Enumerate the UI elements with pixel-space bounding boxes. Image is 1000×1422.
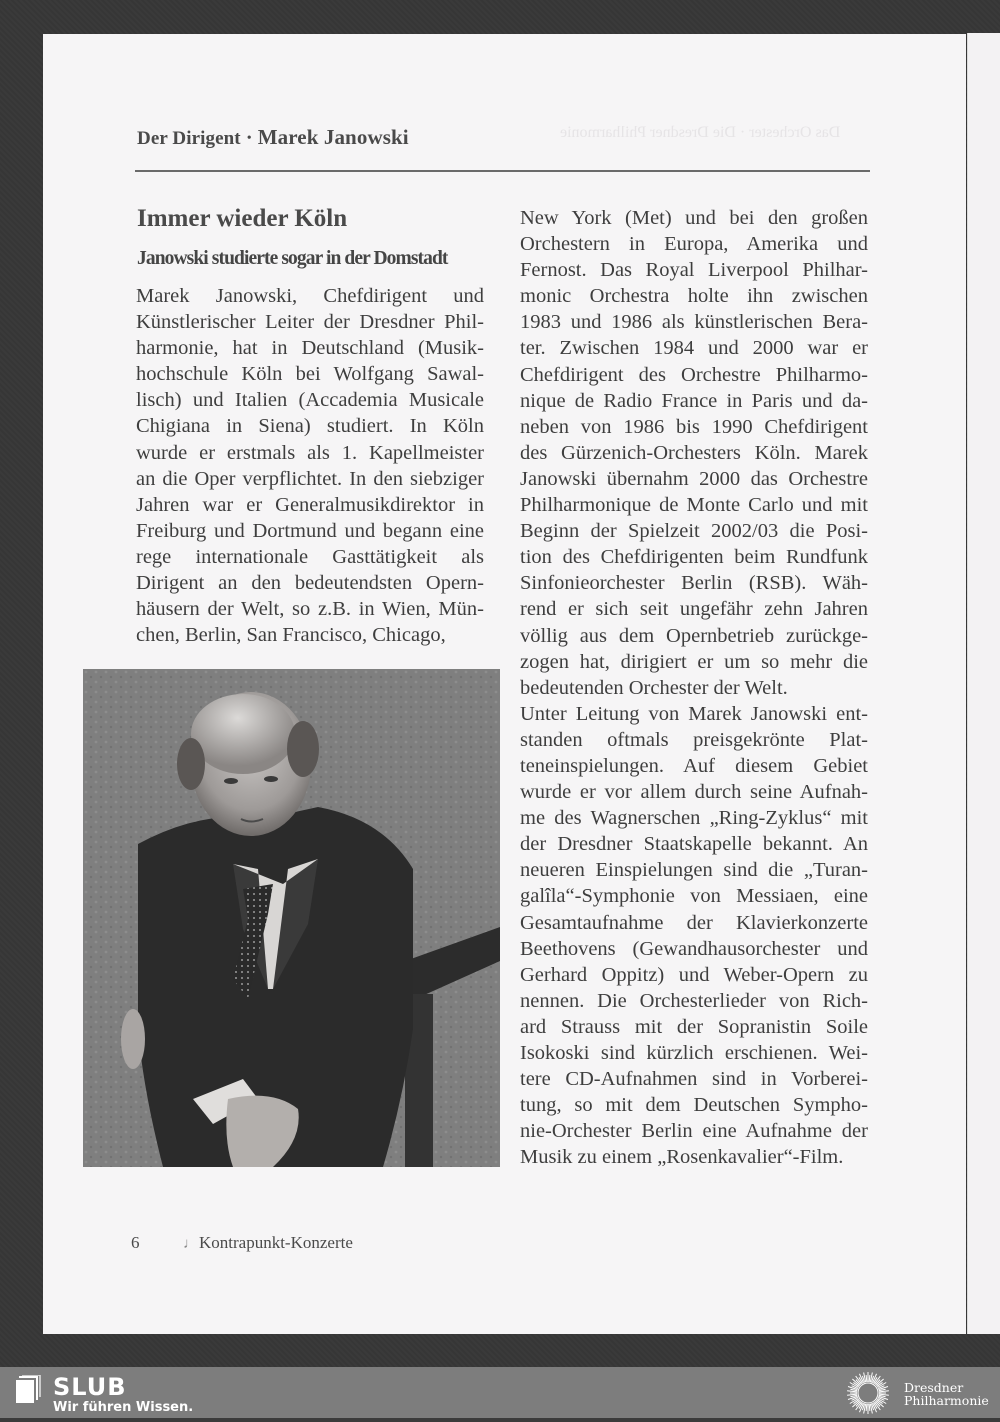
- text-line: tung, so mit dem Deutschen Sympho-: [520, 1094, 868, 1117]
- viewer-footer-bar: [0, 1367, 1000, 1418]
- slub-tagline: Wir führen Wissen.: [53, 1400, 194, 1415]
- running-head-separator: •: [246, 131, 252, 146]
- text-line: nique de Radio France in Paris und da-: [520, 389, 868, 412]
- text-line: völlig aus dem Opernbetrieb zurückge-: [520, 624, 868, 647]
- text-line: nennen. Die Orchesterlieder von Rich-: [520, 989, 868, 1012]
- text-line: harmonie, hat in Deutschland (Musik-: [136, 337, 484, 360]
- text-line: Jahren war er Generalmusikdirektor in: [136, 493, 484, 516]
- text-line: tere CD-Aufnahmen sind in Vorberei-: [520, 1068, 868, 1091]
- portrait-illustration: [83, 669, 500, 1167]
- article-title: Immer wieder Köln: [137, 205, 348, 232]
- text-line: Unter Leitung von Marek Janowski ent-: [520, 702, 868, 725]
- dp-name-line2: Philharmonie: [904, 1393, 989, 1408]
- text-line: Gesamtaufnahme der Klavierkonzerte: [520, 911, 868, 934]
- text-line: an die Oper verpflichtet. In den siebziger: [136, 467, 484, 490]
- text-line: Chefdirigent des Orchestre Philharmo-: [520, 363, 868, 386]
- slub-logo-link[interactable]: [14, 1375, 44, 1410]
- music-note-icon: ♩: [183, 1236, 198, 1252]
- text-line: Künstlerischer Leiter der Dresdner Phil-: [136, 311, 484, 334]
- text-line: ard Strauss mit der Sopranistin Soile: [520, 1015, 868, 1038]
- running-head: [137, 125, 409, 150]
- text-line: New York (Met) und bei den großen: [520, 207, 868, 229]
- text-line: me des Wagnerschen „Ring-Zyklus“ mit: [520, 807, 868, 830]
- text-line: Dirigent an den bedeutendsten Opern-: [136, 572, 484, 595]
- text-line: Chigiana in Siena) studiert. In Köln: [136, 415, 484, 438]
- text-line: rege internationale Gasttätigkeit als: [136, 545, 484, 568]
- text-line: rend er sich seit ungefähr zehn Jahren: [520, 598, 868, 621]
- text-line: galîla“-Symphonie von Messiaen, eine: [520, 885, 868, 908]
- text-line: wurde er vor allem durch seine Aufnah-: [520, 781, 868, 804]
- text-line: Beginn der Spielzeit 2002/03 die Posi-: [520, 520, 868, 543]
- text-line: chen, Berlin, San Francisco, Chicago,: [136, 624, 446, 647]
- text-line: der Dresdner Staatskapelle bekannt. An: [520, 833, 868, 856]
- text-line: Isokoski sind kürzlich erschienen. Wei-: [520, 1042, 868, 1064]
- text-line: Beethovens (Gewandhausorchester und: [520, 937, 868, 960]
- text-line: standen oftmals preisgekrönte Plat-: [520, 728, 868, 751]
- portrait-photo: [83, 669, 500, 1167]
- text-line: bedeutenden Orchester der Welt.: [520, 676, 788, 699]
- header-rule: [135, 170, 870, 172]
- right-column-text: [520, 205, 868, 1170]
- text-line: Sinfonieorchester Berlin (RSB). Wäh-: [520, 572, 868, 595]
- text-line: Philharmonique de Monte Carlo und mit: [520, 494, 868, 517]
- text-line: ter. Zwischen 1984 und 2000 war er: [520, 337, 868, 360]
- text-line: Marek Janowski, Chefdirigent und: [136, 285, 484, 307]
- text-line: zogen hat, dirigiert er um so mehr die: [520, 650, 868, 673]
- dp-name-line1: Dresdner: [904, 1380, 964, 1395]
- book-pages-icon: [14, 1375, 44, 1405]
- article-subtitle: Janowski studierte sogar in der Domstadt: [137, 248, 448, 269]
- text-line: Musik zu einem „Rosenkavalier“-Film.: [520, 1146, 844, 1169]
- left-column-text: [136, 283, 484, 648]
- text-line: Fernost. Das Royal Liverpool Philhar-: [520, 259, 868, 282]
- text-line: des Gürzenich-Orchesters Köln. Marek: [520, 441, 868, 464]
- text-line: Janowski übernahm 2000 das Orchestre: [520, 467, 868, 490]
- slub-name: SLUB: [53, 1373, 127, 1401]
- text-line: teneinspielungen. Auf diesem Gebiet: [520, 754, 868, 777]
- page-number: 6: [131, 1233, 140, 1252]
- text-line: neueren Einspielungen sind die „Turan-: [520, 859, 868, 882]
- dresdner-philharmonie-name: [904, 1381, 989, 1407]
- text-line: Orchestern in Europa, Amerika und: [520, 233, 868, 256]
- text-line: neben von 1986 bis 1990 Chefdirigent: [520, 415, 868, 438]
- dresdner-philharmonie-logo-link[interactable]: [840, 1369, 896, 1422]
- running-head-section: Der Dirigent: [137, 128, 241, 149]
- sunburst-ring-icon: [840, 1369, 896, 1417]
- text-line: monic Orchestra holte ihn zwischen: [520, 285, 868, 308]
- text-line: Gerhard Oppitz) und Weber-Opern zu: [520, 963, 868, 986]
- text-line: tion des Chefdirigenten beim Rundfunk: [520, 546, 868, 569]
- publication-name: Kontrapunkt-Konzerte: [199, 1233, 353, 1252]
- text-line: wurde er erstmals als 1. Kapellmeister: [136, 441, 484, 464]
- text-line: häusern der Welt, so z.B. in Wien, Mün-: [136, 598, 484, 621]
- running-head-name: Marek Janowski: [257, 125, 409, 149]
- bleed-through-text: Das Orchester · Die Dresdner Philharmonie: [560, 124, 841, 141]
- text-line: Freiburg und Dortmund und begann eine: [136, 519, 484, 542]
- text-line: hochschule Köln bei Wolfgang Sawal-: [136, 363, 484, 386]
- text-line: lisch) und Italien (Accademia Musicale: [136, 389, 484, 412]
- publication-footer: [183, 1233, 353, 1253]
- text-line: 1983 und 1986 als künstlerischen Bera-: [520, 311, 868, 334]
- adjacent-page-edge: [967, 33, 1000, 1334]
- text-line: nie-Orchester Berlin eine Aufnahme der: [520, 1120, 868, 1143]
